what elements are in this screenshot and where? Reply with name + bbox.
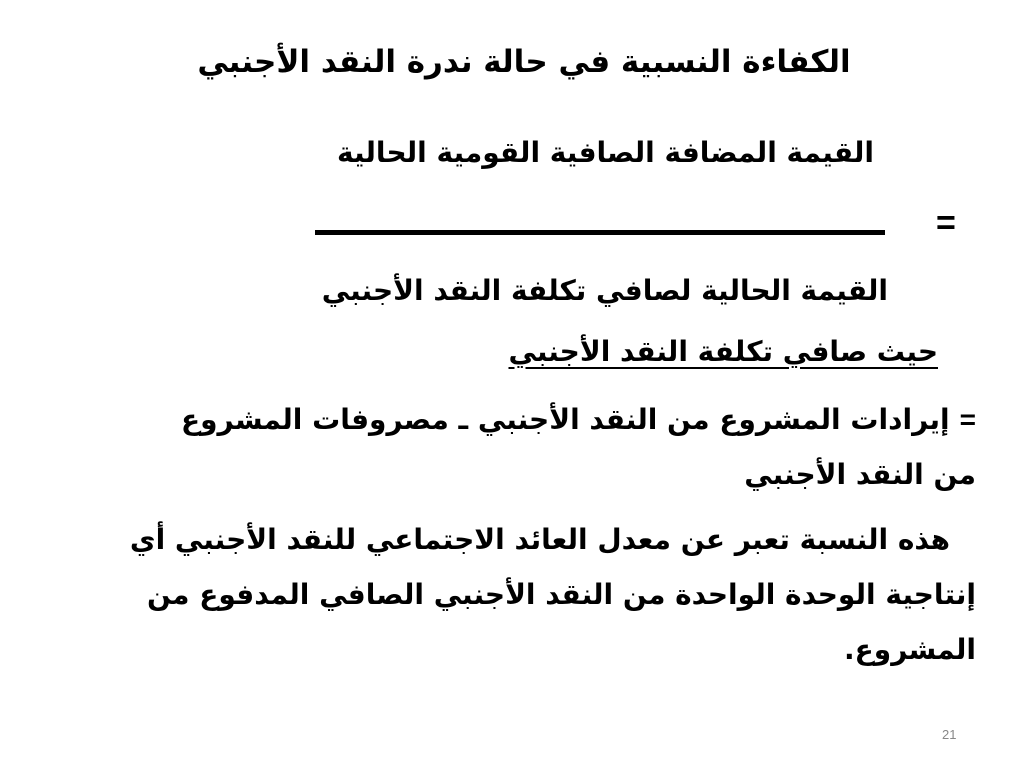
formula-equals-sign: = bbox=[936, 204, 956, 242]
explanation-line-1: هذه النسبة تعبر عن معدل العائد الاجتماعي للنقد الأجنبي أي bbox=[129, 523, 950, 556]
definition-equals-sign: = bbox=[959, 404, 976, 435]
slide-title: الكفاءة النسبية في حالة ندرة النقد الأجنبي bbox=[197, 44, 851, 80]
formula-numerator: القيمة المضافة الصافية القومية الحالية bbox=[337, 136, 874, 169]
explanation-line-3: المشروع. bbox=[844, 633, 976, 666]
formula-denominator: القيمة الحالية لصافي تكلفة النقد الأجنبي bbox=[321, 274, 888, 307]
definition-text-1: إيرادات المشروع من النقد الأجنبي ـ مصروفات المشروع bbox=[181, 403, 950, 436]
definition-heading: حيث صافي تكلفة النقد الأجنبي bbox=[508, 335, 938, 368]
fraction-bar bbox=[315, 230, 885, 235]
definition-line-1 bbox=[181, 403, 976, 436]
definition-line-2: من النقد الأجنبي bbox=[744, 458, 976, 491]
page-number: 21 bbox=[942, 727, 957, 742]
explanation-line-2: إنتاجية الوحدة الواحدة من النقد الأجنبي الصافي المدفوع من bbox=[146, 578, 976, 611]
